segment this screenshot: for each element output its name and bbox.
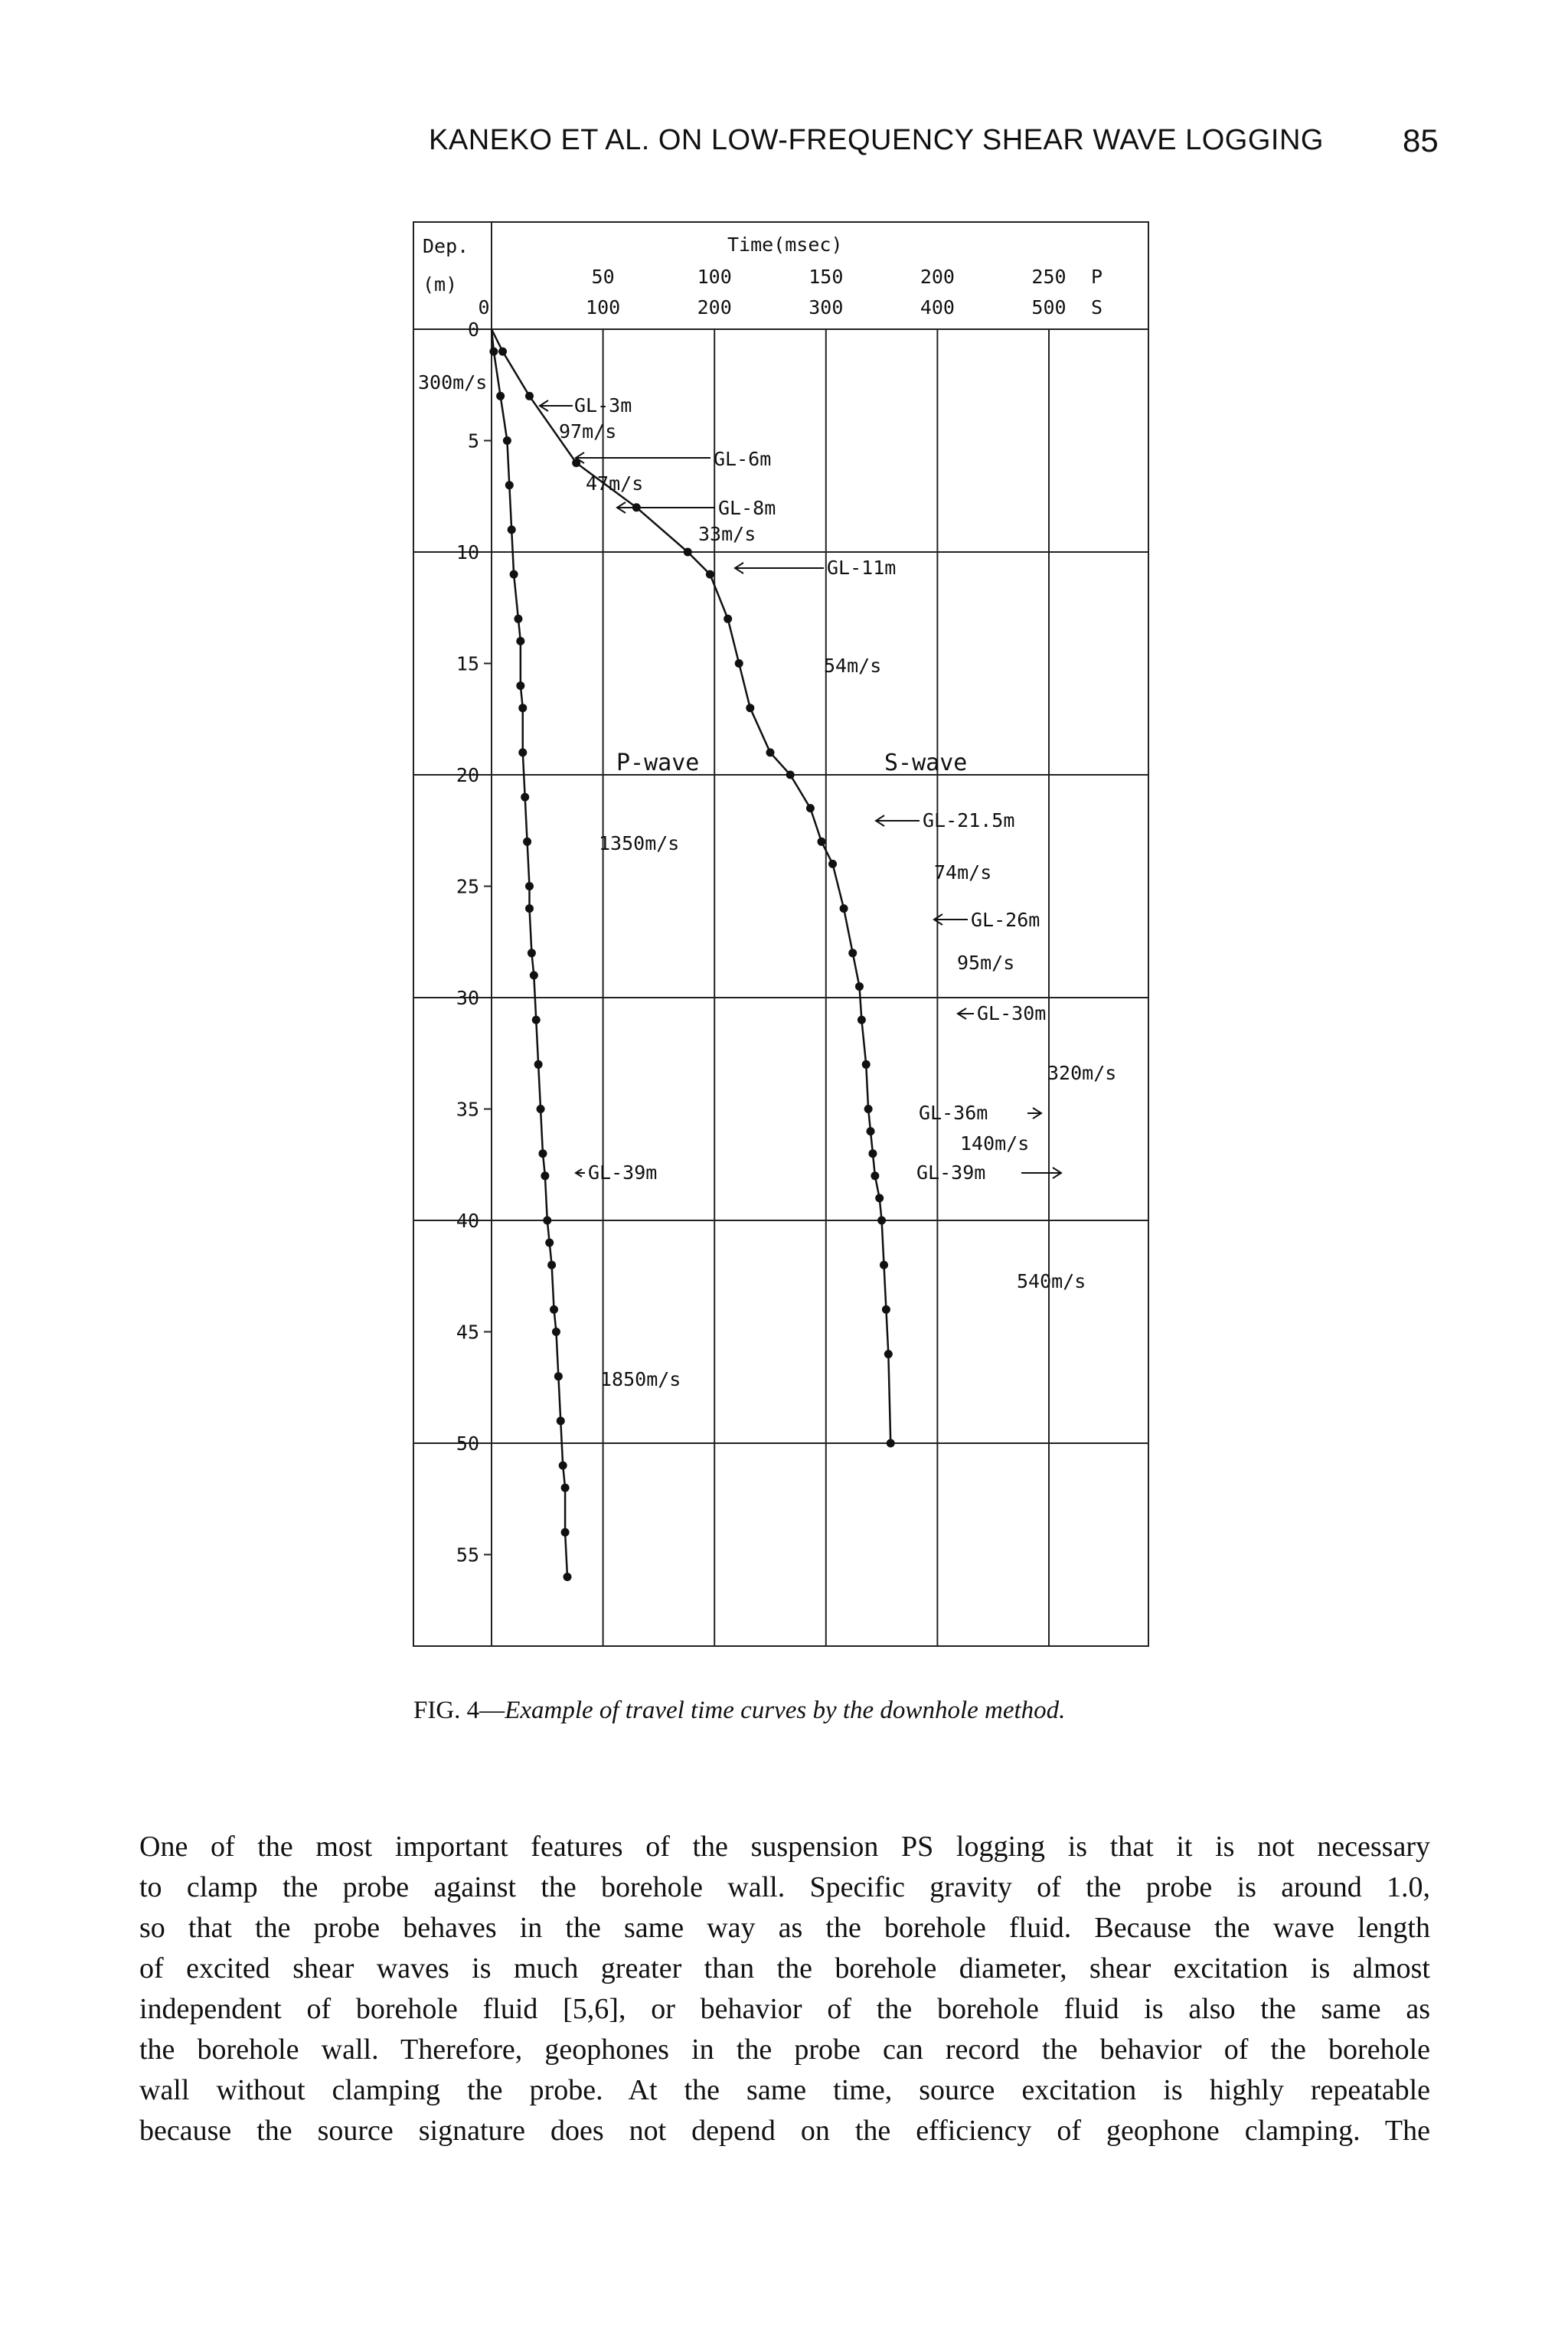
annotation-gl26m: GL-26m xyxy=(971,909,1040,931)
s-wave-data-point xyxy=(498,348,507,356)
p-wave-data-point xyxy=(510,570,518,579)
p-wave-data-point xyxy=(503,436,511,445)
s-wave-data-point xyxy=(880,1261,888,1269)
annotation-gl21-5m: GL-21.5m xyxy=(923,809,1015,831)
annotation-1350ms: 1350m/s xyxy=(599,832,680,854)
body-text-line: to clamp the probe against the borehole wall. Specific gravity of the probe is around 1.0, xyxy=(139,1871,1430,1903)
p-wave-data-point xyxy=(564,1573,572,1581)
p-wave-data-point xyxy=(505,481,514,489)
body-paragraph xyxy=(139,1827,1430,2151)
p-time-tick-label: 150 xyxy=(808,266,844,288)
depth-unit-label: (m) xyxy=(423,273,458,296)
s-wave-data-point xyxy=(766,748,775,756)
s-time-tick-label: 100 xyxy=(586,296,621,318)
p-wave-data-point xyxy=(543,1217,551,1225)
annotation-gl8m: GL-8m xyxy=(718,497,776,519)
s-time-tick-label: 300 xyxy=(808,296,844,318)
arrow-gl26m xyxy=(934,914,968,925)
s-wave-label: S-wave xyxy=(884,750,968,776)
time-axis-title: Time(msec) xyxy=(727,234,843,256)
p-wave-data-point xyxy=(508,525,516,534)
s-wave-data-point xyxy=(862,1060,871,1069)
p-wave-data-point xyxy=(516,637,524,645)
annotation-74ms: 74m/s xyxy=(934,861,992,884)
s-time-tick-label: 200 xyxy=(697,296,732,318)
s-wave-data-point xyxy=(828,860,837,868)
body-text-line: so that the probe behaves in the same way as the borehole fluid. Because the wave length xyxy=(139,1912,1430,1944)
annotation-gl6m: GL-6m xyxy=(714,448,772,470)
p-wave-data-point xyxy=(521,793,529,802)
s-wave-data-point xyxy=(525,392,534,400)
depth-tick-label: 15 xyxy=(456,652,479,675)
annotation-gl30m: GL-30m xyxy=(977,1002,1047,1024)
s-time-tick-label: 400 xyxy=(920,296,955,318)
depth-tick-label: 0 xyxy=(467,318,479,341)
s-wave-data-point xyxy=(884,1350,893,1358)
p-wave-data-point xyxy=(518,704,527,712)
arrow-gl39m-s xyxy=(1021,1168,1061,1178)
p-wave-data-point xyxy=(514,615,522,623)
p-wave-label: P-wave xyxy=(616,750,700,776)
depth-tick-label: 55 xyxy=(456,1544,479,1566)
s-wave-data-point xyxy=(887,1439,895,1448)
s-wave-data-point xyxy=(877,1217,886,1225)
p-wave-data-point xyxy=(554,1372,563,1380)
body-text-line: of excited shear waves is much greater than the borehole diameter, shear excitation is almost xyxy=(139,1952,1430,1984)
annotation-gl36m: GL-36m xyxy=(919,1102,988,1124)
p-wave-data-point xyxy=(559,1462,567,1470)
body-text-line: because the source signature does not depend on the efficiency of geophone clamping. The xyxy=(139,2115,1430,2147)
p-time-tick-label: 50 xyxy=(591,266,615,288)
s-wave-data-point xyxy=(864,1105,873,1113)
body-text-line: wall without clamping the probe. At the same time, source excitation is highly repeatable xyxy=(139,2074,1430,2106)
arrow-gl3m xyxy=(540,400,573,411)
p-wave-data-point xyxy=(528,949,536,957)
p-wave-data-point xyxy=(489,348,498,356)
s-axis-marker: S xyxy=(1091,296,1103,318)
arrow-gl30m xyxy=(958,1008,974,1019)
travel-time-figure xyxy=(398,214,1164,1669)
travel-time-chart xyxy=(398,214,1164,1669)
p-axis-marker: P xyxy=(1091,266,1103,288)
depth-tick-label: 10 xyxy=(456,541,479,564)
annotation-33ms: 33m/s xyxy=(698,523,756,545)
s-wave-data-point xyxy=(746,704,754,712)
depth-tick-label: 50 xyxy=(456,1432,479,1455)
annotation-320ms: 320m/s xyxy=(1047,1062,1117,1084)
arrow-gl11m xyxy=(735,563,824,573)
p-wave-data-point xyxy=(537,1105,545,1113)
p-wave-data-point xyxy=(534,1060,543,1069)
body-text-line: independent of borehole fluid [5,6], or behavior of the borehole fluid is also the same as xyxy=(139,1993,1430,2025)
s-wave-data-point xyxy=(867,1127,875,1135)
p-time-tick-label: 100 xyxy=(697,266,732,288)
arrow-gl36m xyxy=(1027,1108,1041,1119)
depth-tick-label: 25 xyxy=(456,875,479,898)
depth-tick-label: 20 xyxy=(456,764,479,786)
s-wave-data-point xyxy=(871,1171,879,1180)
annotation-54ms: 54m/s xyxy=(824,655,882,677)
chart-frame xyxy=(413,222,1148,1646)
p-wave-data-point xyxy=(530,971,538,979)
annotation-1850ms: 1850m/s xyxy=(600,1368,681,1390)
depth-header-label: Dep. xyxy=(423,235,469,257)
body-text-line: One of the most important features of the suspension PS logging is that it is not necessary xyxy=(139,1831,1430,1863)
s-time-tick-label: 500 xyxy=(1031,296,1067,318)
depth-tick-label: 45 xyxy=(456,1321,479,1344)
figure-caption xyxy=(413,1697,1179,1725)
arrow-gl21-5m xyxy=(876,815,920,826)
s-wave-data-point xyxy=(882,1305,890,1314)
s-wave-data-point xyxy=(848,949,857,957)
s-wave-data-point xyxy=(706,570,714,579)
s-wave-data-point xyxy=(858,1016,866,1024)
running-header: KANEKO ET AL. ON LOW-FREQUENCY SHEAR WAVE LOGGING xyxy=(429,124,1324,156)
depth-tick-label: 35 xyxy=(456,1098,479,1121)
p-wave-data-point xyxy=(561,1528,570,1537)
s-wave-data-point xyxy=(855,982,864,991)
depth-tick-label: 30 xyxy=(456,987,479,1009)
p-wave-data-point xyxy=(545,1239,554,1247)
annotation-300ms: 300m/s xyxy=(418,371,488,394)
p-wave-data-point xyxy=(523,838,531,846)
annotation-95ms: 95m/s xyxy=(957,952,1015,974)
annotation-gl3m: GL-3m xyxy=(574,394,632,416)
p-wave-data-point xyxy=(561,1484,570,1492)
p-wave-data-point xyxy=(541,1171,549,1180)
annotation-gl39m-s: GL-39m xyxy=(916,1161,986,1184)
depth-tick-label: 5 xyxy=(467,430,479,452)
s-wave-data-point xyxy=(724,615,732,623)
s-wave-data-point xyxy=(684,548,692,557)
s-wave-data-point xyxy=(840,904,848,913)
p-wave-data-point xyxy=(550,1305,558,1314)
annotation-gl11m: GL-11m xyxy=(827,557,897,579)
p-wave-data-point xyxy=(552,1328,560,1336)
annotation-97ms: 97m/s xyxy=(559,420,617,443)
s-wave-data-point xyxy=(875,1194,884,1202)
s-wave-data-point xyxy=(786,771,795,779)
s-wave-data-point xyxy=(735,659,743,668)
arrow-gl39m-p xyxy=(576,1169,585,1177)
body-text-line: the borehole wall. Therefore, geophones in the probe can record the behavior of the borehole xyxy=(139,2034,1430,2066)
p-wave-data-point xyxy=(516,681,524,690)
p-wave-data-point xyxy=(525,882,534,890)
p-wave-data-point xyxy=(557,1416,565,1425)
annotation-140ms: 140m/s xyxy=(960,1132,1030,1155)
annotation-gl39m-p: GL-39m xyxy=(588,1161,658,1184)
arrow-gl6m xyxy=(576,452,710,463)
p-time-tick-label: 200 xyxy=(920,266,955,288)
p-wave-data-point xyxy=(518,748,527,756)
depth-tick-label: 40 xyxy=(456,1210,479,1232)
p-wave-data-point xyxy=(538,1149,547,1158)
p-wave-data-point xyxy=(525,904,534,913)
caption-text: Example of travel time curves by the downhole method. xyxy=(505,1697,1066,1724)
annotation-47ms: 47m/s xyxy=(586,472,644,495)
p-wave-data-point xyxy=(547,1261,556,1269)
s-wave-data-point xyxy=(806,804,815,812)
p-time-tick-label: 250 xyxy=(1031,266,1067,288)
time-zero-label: 0 xyxy=(478,296,490,318)
annotation-540ms: 540m/s xyxy=(1017,1270,1086,1292)
p-wave-data-point xyxy=(532,1016,541,1024)
s-wave-data-point xyxy=(817,838,825,846)
caption-label: FIG. 4— xyxy=(413,1697,505,1724)
page-number: 85 xyxy=(1403,122,1439,158)
s-wave-data-point xyxy=(868,1149,877,1158)
p-wave-data-point xyxy=(496,392,505,400)
